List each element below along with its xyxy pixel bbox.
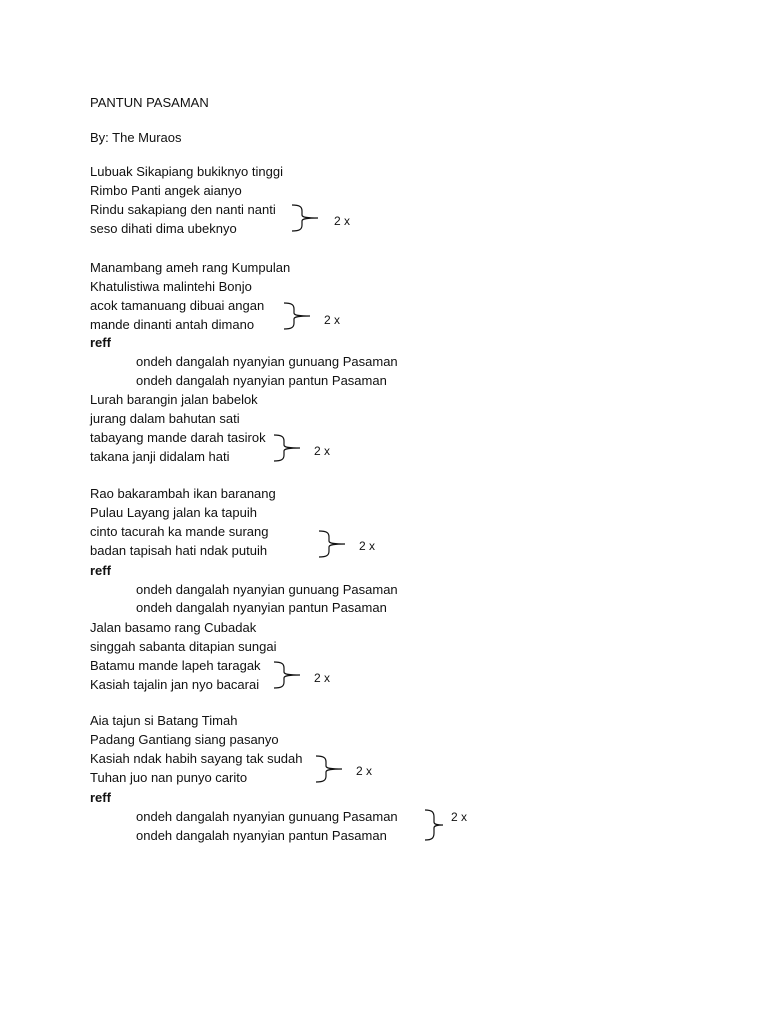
repeat-brace-icon (290, 203, 322, 233)
verse-2-line-4: mande dinanti antah dimano (90, 317, 255, 332)
verse-2-line-3: acok tamanuang dibuai angan (90, 298, 265, 313)
repeat-brace-icon (317, 529, 349, 559)
repeat-brace-icon (282, 301, 314, 331)
refrain-label: reff (90, 790, 111, 805)
verse-5-line-4: Kasiah tajalin jan nyo bacarai (90, 677, 260, 692)
verse-5-line-3: Batamu mande lapeh taragak (90, 658, 261, 673)
verse-6-line-1: Aia tajun si Batang Timah (90, 713, 238, 728)
verse-3-line-1: Lurah barangin jalan babelok (90, 392, 258, 407)
repeat-marker: 2 x (314, 671, 331, 685)
refrain-label: reff (90, 563, 111, 578)
repeat-brace-icon (272, 433, 304, 463)
verse-4-line-2: Pulau Layang jalan ka tapuih (90, 505, 257, 520)
repeat-marker: 2 x (324, 313, 341, 327)
verse-4-line-3: cinto tacurah ka mande surang (90, 524, 269, 539)
verse-6-line-3: Kasiah ndak habih sayang tak sudah (90, 751, 303, 766)
verse-1-line-2: Rimbo Panti angek aianyo (90, 183, 242, 198)
refrain-line-1: ondeh dangalah nyanyian gunuang Pasaman (136, 809, 398, 824)
verse-4-line-1: Rao bakarambah ikan baranang (90, 486, 276, 501)
song-author: By: The Muraos (90, 130, 182, 145)
repeat-marker: 2 x (356, 764, 373, 778)
refrain-line-2: ondeh dangalah nyanyian pantun Pasaman (136, 828, 387, 843)
verse-5-line-2: singgah sabanta ditapian sungai (90, 639, 277, 654)
verse-2-line-1: Manambang ameh rang Kumpulan (90, 260, 291, 275)
verse-3-line-4: takana janji didalam hati (90, 449, 230, 464)
repeat-brace-icon (314, 754, 346, 784)
repeat-brace-icon (272, 660, 304, 690)
verse-1-line-3: Rindu sakapiang den nanti nanti (90, 202, 276, 217)
verse-1-line-4: seso dihati dima ubeknyo (90, 221, 237, 236)
verse-4-line-4: badan tapisah hati ndak putuih (90, 543, 268, 558)
verse-6-line-4: Tuhan juo nan punyo carito (90, 770, 248, 785)
repeat-marker: 2 x (334, 214, 351, 228)
refrain-line-2: ondeh dangalah nyanyian pantun Pasaman (136, 373, 387, 388)
verse-3-line-3: tabayang mande darah tasirok (90, 430, 266, 445)
repeat-marker: 2 x (451, 810, 468, 824)
verse-1-line-1: Lubuak Sikapiang bukiknyo tinggi (90, 164, 283, 179)
refrain-line-1: ondeh dangalah nyanyian gunuang Pasaman (136, 354, 398, 369)
repeat-marker: 2 x (359, 539, 376, 553)
verse-5-line-1: Jalan basamo rang Cubadak (90, 620, 257, 635)
verse-6-line-2: Padang Gantiang siang pasanyo (90, 732, 279, 747)
refrain-label: reff (90, 335, 111, 350)
verse-3-line-2: jurang dalam bahutan sati (90, 411, 240, 426)
repeat-marker: 2 x (314, 444, 331, 458)
refrain-line-1: ondeh dangalah nyanyian gunuang Pasaman (136, 582, 398, 597)
verse-2-line-2: Khatulistiwa malintehi Bonjo (90, 279, 252, 294)
refrain-line-2: ondeh dangalah nyanyian pantun Pasaman (136, 600, 387, 615)
song-title: PANTUN PASAMAN (90, 95, 209, 110)
